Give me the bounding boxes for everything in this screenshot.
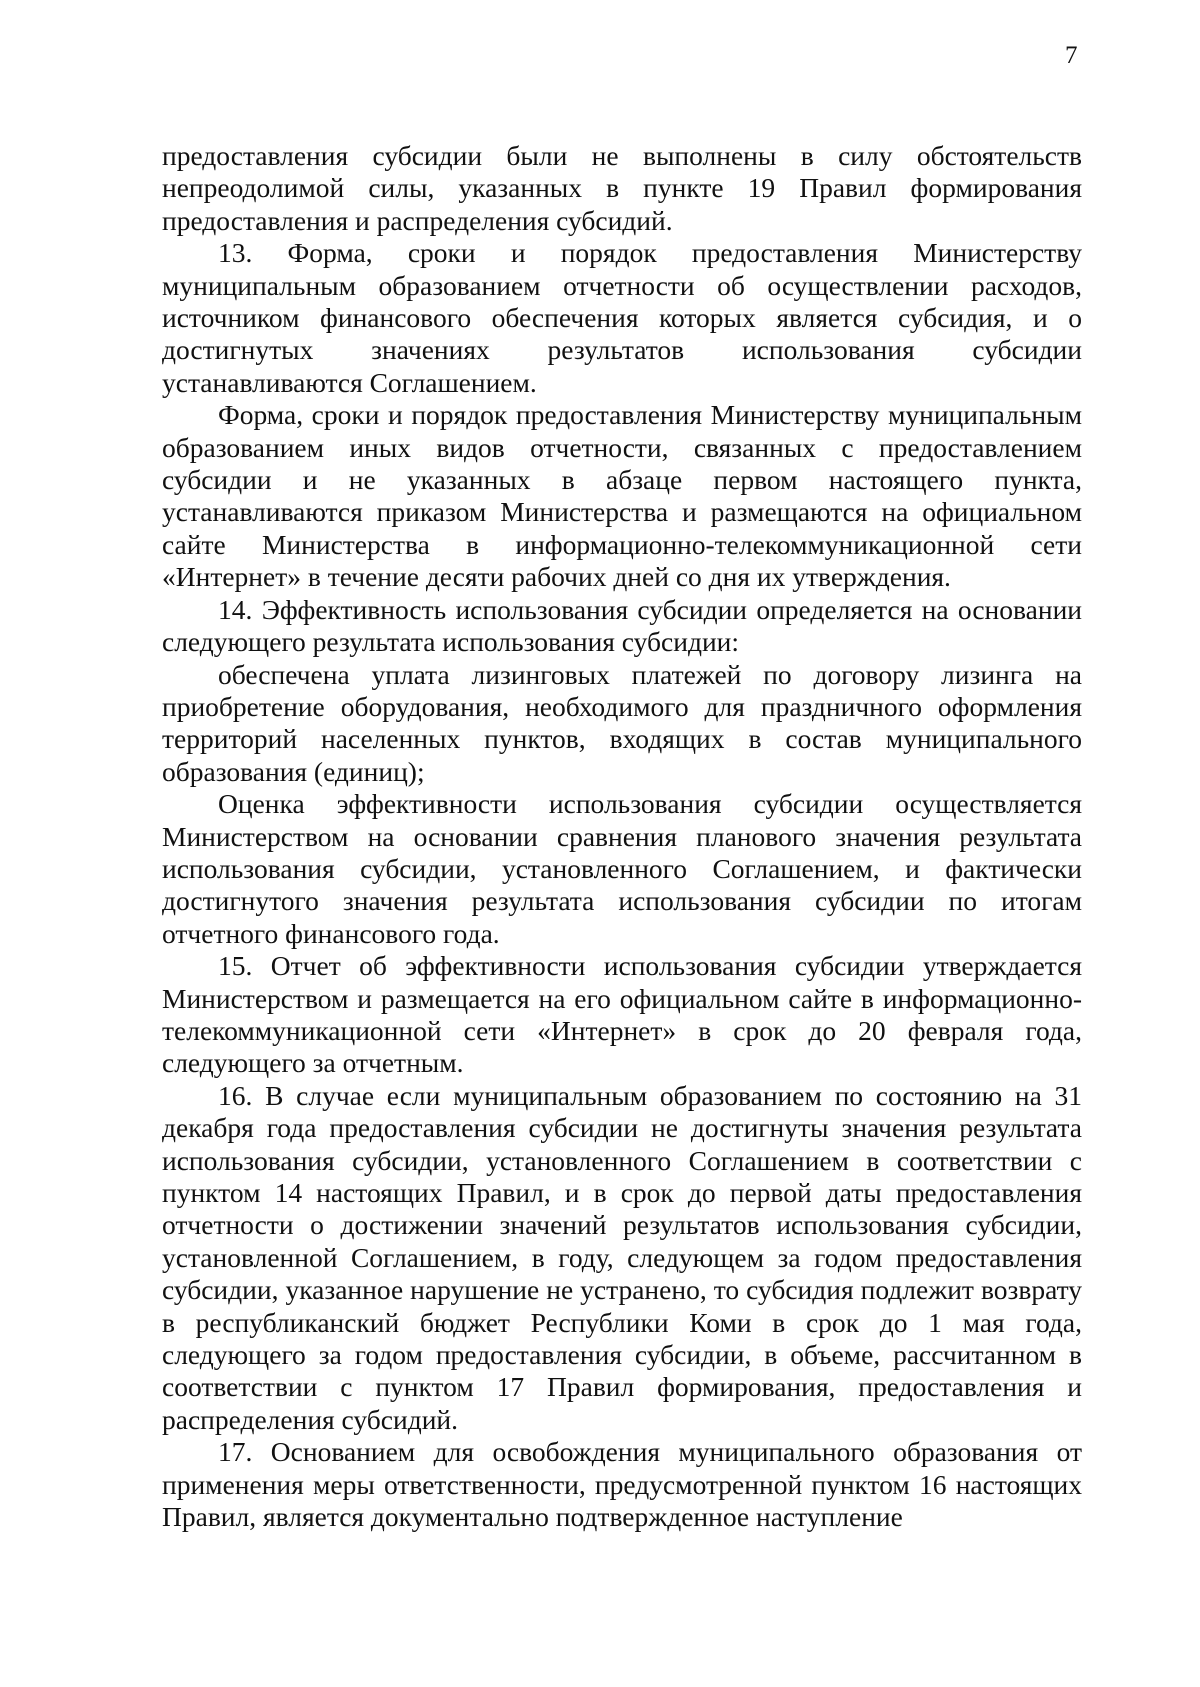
page-number: 7: [1065, 42, 1078, 69]
paragraph-item-16: 16. В случае если муниципальным образованием по состоянию на 31 декабря года предоставления субсидии не достигнуты значения результата использования субсидии, установленного Соглашением в соответствии с пунктом 14 настоящих Правил, и в срок до первой даты предоставления отчетности о достижении значений результатов использования субсидии, установленной Соглашением, в году, следующем за годом предоставления субсидии, указанное нарушение не устранено, то субсидия подлежит возврату в республиканский бюджет Республики Коми в срок до 1 мая года, следующего за годом предоставления субсидии, в объеме, рассчитанном в соответствии с пунктом 17 Правил формирования, предоставления и распределения субсидий.: [162, 1079, 1082, 1435]
paragraph-item-15: 15. Отчет об эффективности использования субсидии утверждается Министерством и размещается на его официальном сайте в информационно-телекоммуникационной сети «Интернет» в срок до 20 февраля года, следующего за отчетным.: [162, 950, 1082, 1079]
paragraph-item-14-evaluation: Оценка эффективности использования субсидии осуществляется Министерством на основании сравнения планового значения результата использования субсидии, установленного Соглашением, и фактически достигнутого значения результата использования субсидии по итогам отчетного финансового года.: [162, 788, 1082, 949]
paragraph-item-13-other-reporting: Форма, сроки и порядок предоставления Министерству муниципальным образованием иных видов отчетности, связанных с предоставлением субсидии и не указанных в абзаце первом настоящего пункта, устанавливаются приказом Министерства и размещаются на официальном сайте Министерства в информационно-телекоммуникационной сети «Интернет» в течение десяти рабочих дней со дня их утверждения.: [162, 399, 1082, 593]
document-body: [162, 140, 1082, 1533]
paragraph-item-14: 14. Эффективность использования субсидии определяется на основании следующего результата использования субсидии:: [162, 593, 1082, 658]
paragraph-item-14-result: обеспечена уплата лизинговых платежей по договору лизинга на приобретение оборудования, необходимого для праздничного оформления территорий населенных пунктов, входящих в состав муниципального образования (единиц);: [162, 658, 1082, 787]
paragraph-item-17: 17. Основанием для освобождения муниципального образования от применения меры ответственности, предусмотренной пунктом 16 настоящих Правил, является документально подтвержденное наступление: [162, 1436, 1082, 1533]
paragraph-continuation: предоставления субсидии были не выполнены в силу обстоятельств непреодолимой силы, указанных в пункте 19 Правил формирования предоставления и распределения субсидий.: [162, 140, 1082, 236]
paragraph-item-13: 13. Форма, сроки и порядок предоставления Министерству муниципальным образованием отчетности об осуществлении расходов, источником финансового обеспечения которых является субсидия, и о достигнутых значениях результатов использования субсидии устанавливаются Соглашением.: [162, 237, 1082, 398]
